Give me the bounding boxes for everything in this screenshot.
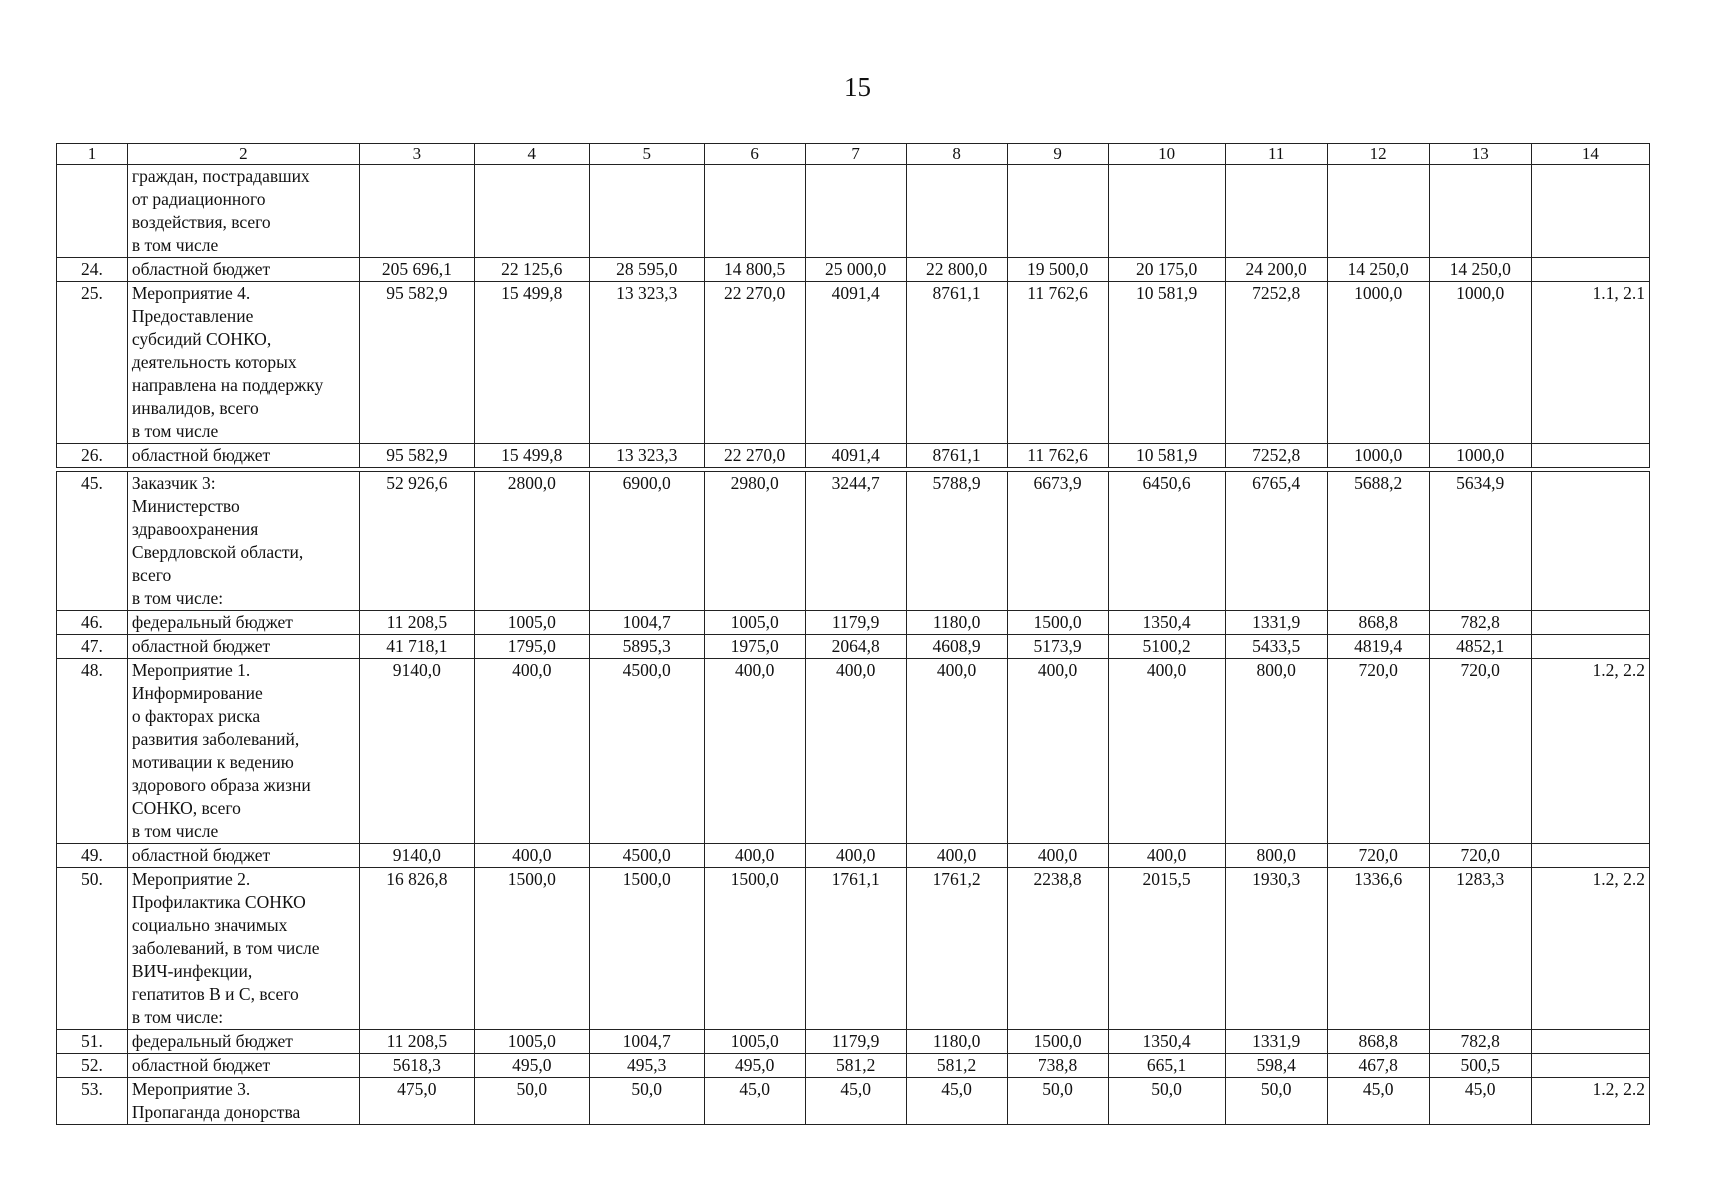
amount-cell: 50,0 (1108, 1078, 1225, 1125)
amount-cell: 3244,7 (805, 472, 906, 611)
row-name-line: Министерство (131, 496, 240, 516)
amount-cell: 1350,4 (1108, 611, 1225, 635)
amount-cell: 11 762,6 (1007, 444, 1108, 468)
amount-cell: 4500,0 (589, 659, 704, 844)
column-number: 12 (1327, 144, 1429, 165)
row-name-line: Предоставление (131, 306, 254, 326)
row-name-line: деятельность которых (131, 352, 297, 372)
amount-cell: 11 208,5 (359, 1030, 474, 1054)
amount-cell: 2064,8 (805, 635, 906, 659)
amount-cell: 720,0 (1327, 659, 1429, 844)
amount-cell: 581,2 (906, 1054, 1007, 1078)
amount-cell: 14 800,5 (704, 258, 805, 282)
amount-cell: 2800,0 (474, 472, 589, 611)
amount-cell: 5634,9 (1429, 472, 1531, 611)
amount-cell: 7252,8 (1225, 282, 1327, 444)
row-name-line: Заказчик 3: (131, 473, 216, 493)
amount-cell: 6900,0 (589, 472, 704, 611)
amount-cell: 5433,5 (1225, 635, 1327, 659)
amount-cell: 6450,6 (1108, 472, 1225, 611)
row-name-line: от радиационного (131, 189, 266, 209)
amount-cell: 14 250,0 (1429, 258, 1531, 282)
amount-cell: 41 718,1 (359, 635, 474, 659)
amount-cell: 22 270,0 (704, 282, 805, 444)
amount-cell: 495,3 (589, 1054, 704, 1078)
target-indicator-cell (1531, 444, 1649, 468)
amount-cell: 9140,0 (359, 659, 474, 844)
column-number: 6 (704, 144, 805, 165)
row-name (127, 282, 359, 444)
amount-cell: 1180,0 (906, 1030, 1007, 1054)
amount-cell: 1005,0 (474, 1030, 589, 1054)
target-indicator-cell: 1.2, 2.2 (1531, 868, 1649, 1030)
amount-cell: 8761,1 (906, 282, 1007, 444)
row-number: 48. (57, 659, 128, 844)
amount-cell: 400,0 (805, 659, 906, 844)
amount-cell: 400,0 (704, 844, 805, 868)
row-name-line: Профилактика СОНКО (131, 892, 306, 912)
row-name-line: в том числе: (131, 588, 224, 608)
amount-cell: 1180,0 (906, 611, 1007, 635)
amount-cell: 8761,1 (906, 444, 1007, 468)
amount-cell: 5788,9 (906, 472, 1007, 611)
amount-cell (805, 165, 906, 258)
amount-cell: 400,0 (805, 844, 906, 868)
target-indicator-cell (1531, 1054, 1649, 1078)
amount-cell (474, 165, 589, 258)
row-number: 51. (57, 1030, 128, 1054)
amount-cell: 400,0 (906, 844, 1007, 868)
column-number: 5 (589, 144, 704, 165)
amount-cell: 400,0 (704, 659, 805, 844)
row-name-line: Свердловской области, (131, 542, 304, 562)
amount-cell: 7252,8 (1225, 444, 1327, 468)
amount-cell: 2980,0 (704, 472, 805, 611)
column-number: 2 (127, 144, 359, 165)
amount-cell: 4819,4 (1327, 635, 1429, 659)
amount-cell: 1005,0 (704, 611, 805, 635)
row-number: 50. (57, 868, 128, 1030)
row-name (127, 1078, 359, 1125)
amount-cell: 22 270,0 (704, 444, 805, 468)
row-name-line: Пропаганда донорства (131, 1102, 301, 1122)
amount-cell (1327, 165, 1429, 258)
amount-cell: 1500,0 (474, 868, 589, 1030)
column-number: 10 (1108, 144, 1225, 165)
row-name-line: СОНКО, всего (131, 798, 241, 818)
row-name-line: воздействия, всего (131, 212, 271, 232)
amount-cell: 4500,0 (589, 844, 704, 868)
table-row (57, 1078, 1650, 1125)
amount-cell: 22 125,6 (474, 258, 589, 282)
amount-cell: 11 762,6 (1007, 282, 1108, 444)
amount-cell: 1005,0 (474, 611, 589, 635)
amount-cell: 598,4 (1225, 1054, 1327, 1078)
amount-cell: 1000,0 (1429, 282, 1531, 444)
column-number: 11 (1225, 144, 1327, 165)
amount-cell: 4091,4 (805, 282, 906, 444)
row-number: 52. (57, 1054, 128, 1078)
amount-cell: 45,0 (1327, 1078, 1429, 1125)
amount-cell: 14 250,0 (1327, 258, 1429, 282)
row-number: 47. (57, 635, 128, 659)
amount-cell: 1331,9 (1225, 1030, 1327, 1054)
table-row (57, 1030, 1650, 1054)
row-number: 25. (57, 282, 128, 444)
amount-cell: 50,0 (589, 1078, 704, 1125)
amount-cell: 2238,8 (1007, 868, 1108, 1030)
amount-cell: 25 000,0 (805, 258, 906, 282)
row-name-line: Информирование (131, 683, 263, 703)
row-name-line: областной бюджет (131, 636, 271, 656)
amount-cell: 500,5 (1429, 1054, 1531, 1078)
row-name-line: гепатитов В и С, всего (131, 984, 299, 1004)
table-row (57, 258, 1650, 282)
table-row (57, 165, 1650, 258)
row-name-line: областной бюджет (131, 1055, 271, 1075)
row-name (127, 472, 359, 611)
amount-cell: 581,2 (805, 1054, 906, 1078)
amount-cell: 9140,0 (359, 844, 474, 868)
column-number: 8 (906, 144, 1007, 165)
amount-cell: 400,0 (1007, 844, 1108, 868)
amount-cell: 45,0 (704, 1078, 805, 1125)
amount-cell: 2015,5 (1108, 868, 1225, 1030)
row-name-line: заболеваний, в том числе (131, 938, 320, 958)
row-number: 49. (57, 844, 128, 868)
amount-cell: 400,0 (906, 659, 1007, 844)
amount-cell (1225, 165, 1327, 258)
amount-cell: 45,0 (1429, 1078, 1531, 1125)
row-number: 45. (57, 472, 128, 611)
column-number: 1 (57, 144, 128, 165)
amount-cell: 1500,0 (704, 868, 805, 1030)
amount-cell: 6765,4 (1225, 472, 1327, 611)
row-name-line: Мероприятие 1. (131, 660, 251, 680)
amount-cell: 467,8 (1327, 1054, 1429, 1078)
row-number: 26. (57, 444, 128, 468)
row-name-line: развития заболеваний, (131, 729, 300, 749)
amount-cell: 1283,3 (1429, 868, 1531, 1030)
column-number: 7 (805, 144, 906, 165)
amount-cell: 11 208,5 (359, 611, 474, 635)
amount-cell (1007, 165, 1108, 258)
row-name-line: в том числе: (131, 1007, 224, 1027)
amount-cell: 495,0 (704, 1054, 805, 1078)
amount-cell: 782,8 (1429, 611, 1531, 635)
amount-cell: 95 582,9 (359, 282, 474, 444)
row-name-line: областной бюджет (131, 445, 271, 465)
amount-cell: 400,0 (474, 659, 589, 844)
amount-cell: 95 582,9 (359, 444, 474, 468)
amount-cell: 1179,9 (805, 1030, 906, 1054)
amount-cell: 400,0 (1108, 659, 1225, 844)
amount-cell (704, 165, 805, 258)
amount-cell: 495,0 (474, 1054, 589, 1078)
amount-cell: 205 696,1 (359, 258, 474, 282)
amount-cell: 720,0 (1327, 844, 1429, 868)
amount-cell: 4852,1 (1429, 635, 1531, 659)
row-name (127, 1054, 359, 1078)
budget-table (56, 143, 1650, 1125)
amount-cell (1429, 165, 1531, 258)
row-name-line: федеральный бюджет (131, 1031, 293, 1051)
amount-cell: 738,8 (1007, 1054, 1108, 1078)
row-name-line: направлена на поддержку (131, 375, 324, 395)
row-name (127, 165, 359, 258)
amount-cell: 20 175,0 (1108, 258, 1225, 282)
row-number: 53. (57, 1078, 128, 1125)
row-name-line: в том числе (131, 821, 219, 841)
amount-cell: 24 200,0 (1225, 258, 1327, 282)
amount-cell: 5895,3 (589, 635, 704, 659)
amount-cell (906, 165, 1007, 258)
row-name-line: мотивации к ведению (131, 752, 294, 772)
table-row (57, 844, 1650, 868)
amount-cell: 475,0 (359, 1078, 474, 1125)
table-row (57, 444, 1650, 468)
amount-cell: 15 499,8 (474, 282, 589, 444)
amount-cell (1108, 165, 1225, 258)
table-row (57, 282, 1650, 444)
amount-cell: 22 800,0 (906, 258, 1007, 282)
amount-cell: 868,8 (1327, 1030, 1429, 1054)
amount-cell: 28 595,0 (589, 258, 704, 282)
row-name-line: субсидий СОНКО, (131, 329, 272, 349)
amount-cell: 1350,4 (1108, 1030, 1225, 1054)
amount-cell: 50,0 (1007, 1078, 1108, 1125)
target-indicator-cell: 1.2, 2.2 (1531, 1078, 1649, 1125)
amount-cell: 1000,0 (1429, 444, 1531, 468)
row-name (127, 635, 359, 659)
amount-cell: 13 323,3 (589, 282, 704, 444)
amount-cell: 1179,9 (805, 611, 906, 635)
amount-cell: 1336,6 (1327, 868, 1429, 1030)
amount-cell: 1500,0 (1007, 611, 1108, 635)
row-name-line: здорового образа жизни (131, 775, 311, 795)
row-name-line: Мероприятие 4. (131, 283, 251, 303)
amount-cell: 665,1 (1108, 1054, 1225, 1078)
amount-cell: 45,0 (805, 1078, 906, 1125)
row-name-line: областной бюджет (131, 845, 271, 865)
amount-cell: 13 323,3 (589, 444, 704, 468)
amount-cell: 400,0 (1108, 844, 1225, 868)
amount-cell: 5100,2 (1108, 635, 1225, 659)
table-row (57, 1054, 1650, 1078)
target-indicator-cell (1531, 635, 1649, 659)
amount-cell: 1500,0 (589, 868, 704, 1030)
target-indicator-cell (1531, 611, 1649, 635)
amount-cell: 400,0 (474, 844, 589, 868)
row-name-line: о факторах риска (131, 706, 261, 726)
amount-cell: 1004,7 (589, 611, 704, 635)
amount-cell: 50,0 (1225, 1078, 1327, 1125)
row-name (127, 1030, 359, 1054)
amount-cell: 1761,2 (906, 868, 1007, 1030)
row-name-line: граждан, пострадавших (131, 166, 310, 186)
column-number: 3 (359, 144, 474, 165)
row-number (57, 165, 128, 258)
row-name-line: здравоохранения (131, 519, 259, 539)
table-row (57, 868, 1650, 1030)
amount-cell: 1761,1 (805, 868, 906, 1030)
amount-cell: 1000,0 (1327, 444, 1429, 468)
row-number: 24. (57, 258, 128, 282)
amount-cell: 1331,9 (1225, 611, 1327, 635)
amount-cell: 1500,0 (1007, 1030, 1108, 1054)
amount-cell: 45,0 (906, 1078, 1007, 1125)
amount-cell: 5618,3 (359, 1054, 474, 1078)
amount-cell: 10 581,9 (1108, 282, 1225, 444)
row-name-line: областной бюджет (131, 259, 271, 279)
amount-cell: 1975,0 (704, 635, 805, 659)
amount-cell: 5173,9 (1007, 635, 1108, 659)
column-number: 4 (474, 144, 589, 165)
amount-cell: 720,0 (1429, 844, 1531, 868)
table-row (57, 659, 1650, 844)
amount-cell: 868,8 (1327, 611, 1429, 635)
amount-cell (359, 165, 474, 258)
row-name (127, 868, 359, 1030)
amount-cell: 19 500,0 (1007, 258, 1108, 282)
amount-cell: 5688,2 (1327, 472, 1429, 611)
amount-cell: 15 499,8 (474, 444, 589, 468)
row-name-line: в том числе (131, 235, 219, 255)
target-indicator-cell (1531, 1030, 1649, 1054)
amount-cell: 10 581,9 (1108, 444, 1225, 468)
row-name (127, 844, 359, 868)
row-name (127, 444, 359, 468)
row-name (127, 659, 359, 844)
amount-cell: 50,0 (474, 1078, 589, 1125)
amount-cell: 800,0 (1225, 659, 1327, 844)
table-row (57, 472, 1650, 611)
target-indicator-cell (1531, 844, 1649, 868)
table-row (57, 635, 1650, 659)
amount-cell: 720,0 (1429, 659, 1531, 844)
row-name (127, 611, 359, 635)
table-row (57, 611, 1650, 635)
row-name (127, 258, 359, 282)
column-number-row (57, 144, 1650, 165)
column-number: 9 (1007, 144, 1108, 165)
row-number: 46. (57, 611, 128, 635)
amount-cell: 4608,9 (906, 635, 1007, 659)
column-number: 13 (1429, 144, 1531, 165)
row-name-line: ВИЧ-инфекции, (131, 961, 253, 981)
amount-cell: 1795,0 (474, 635, 589, 659)
amount-cell: 52 926,6 (359, 472, 474, 611)
row-name-line: в том числе (131, 421, 219, 441)
row-name-line: социально значимых (131, 915, 288, 935)
target-indicator-cell (1531, 472, 1649, 611)
amount-cell: 1000,0 (1327, 282, 1429, 444)
target-indicator-cell (1531, 258, 1649, 282)
amount-cell: 800,0 (1225, 844, 1327, 868)
amount-cell: 6673,9 (1007, 472, 1108, 611)
column-number: 14 (1531, 144, 1649, 165)
amount-cell: 1004,7 (589, 1030, 704, 1054)
row-name-line: Мероприятие 2. (131, 869, 251, 889)
amount-cell: 1930,3 (1225, 868, 1327, 1030)
amount-cell: 400,0 (1007, 659, 1108, 844)
target-indicator-cell (1531, 165, 1649, 258)
target-indicator-cell: 1.1, 2.1 (1531, 282, 1649, 444)
amount-cell: 1005,0 (704, 1030, 805, 1054)
row-name-line: Мероприятие 3. (131, 1079, 251, 1099)
amount-cell (589, 165, 704, 258)
amount-cell: 782,8 (1429, 1030, 1531, 1054)
page-number: 15 (844, 72, 871, 102)
amount-cell: 16 826,8 (359, 868, 474, 1030)
row-name-line: федеральный бюджет (131, 612, 293, 632)
amount-cell: 4091,4 (805, 444, 906, 468)
row-name-line: всего (131, 565, 172, 585)
row-name-line: инвалидов, всего (131, 398, 259, 418)
target-indicator-cell: 1.2, 2.2 (1531, 659, 1649, 844)
table-body (57, 144, 1650, 1125)
